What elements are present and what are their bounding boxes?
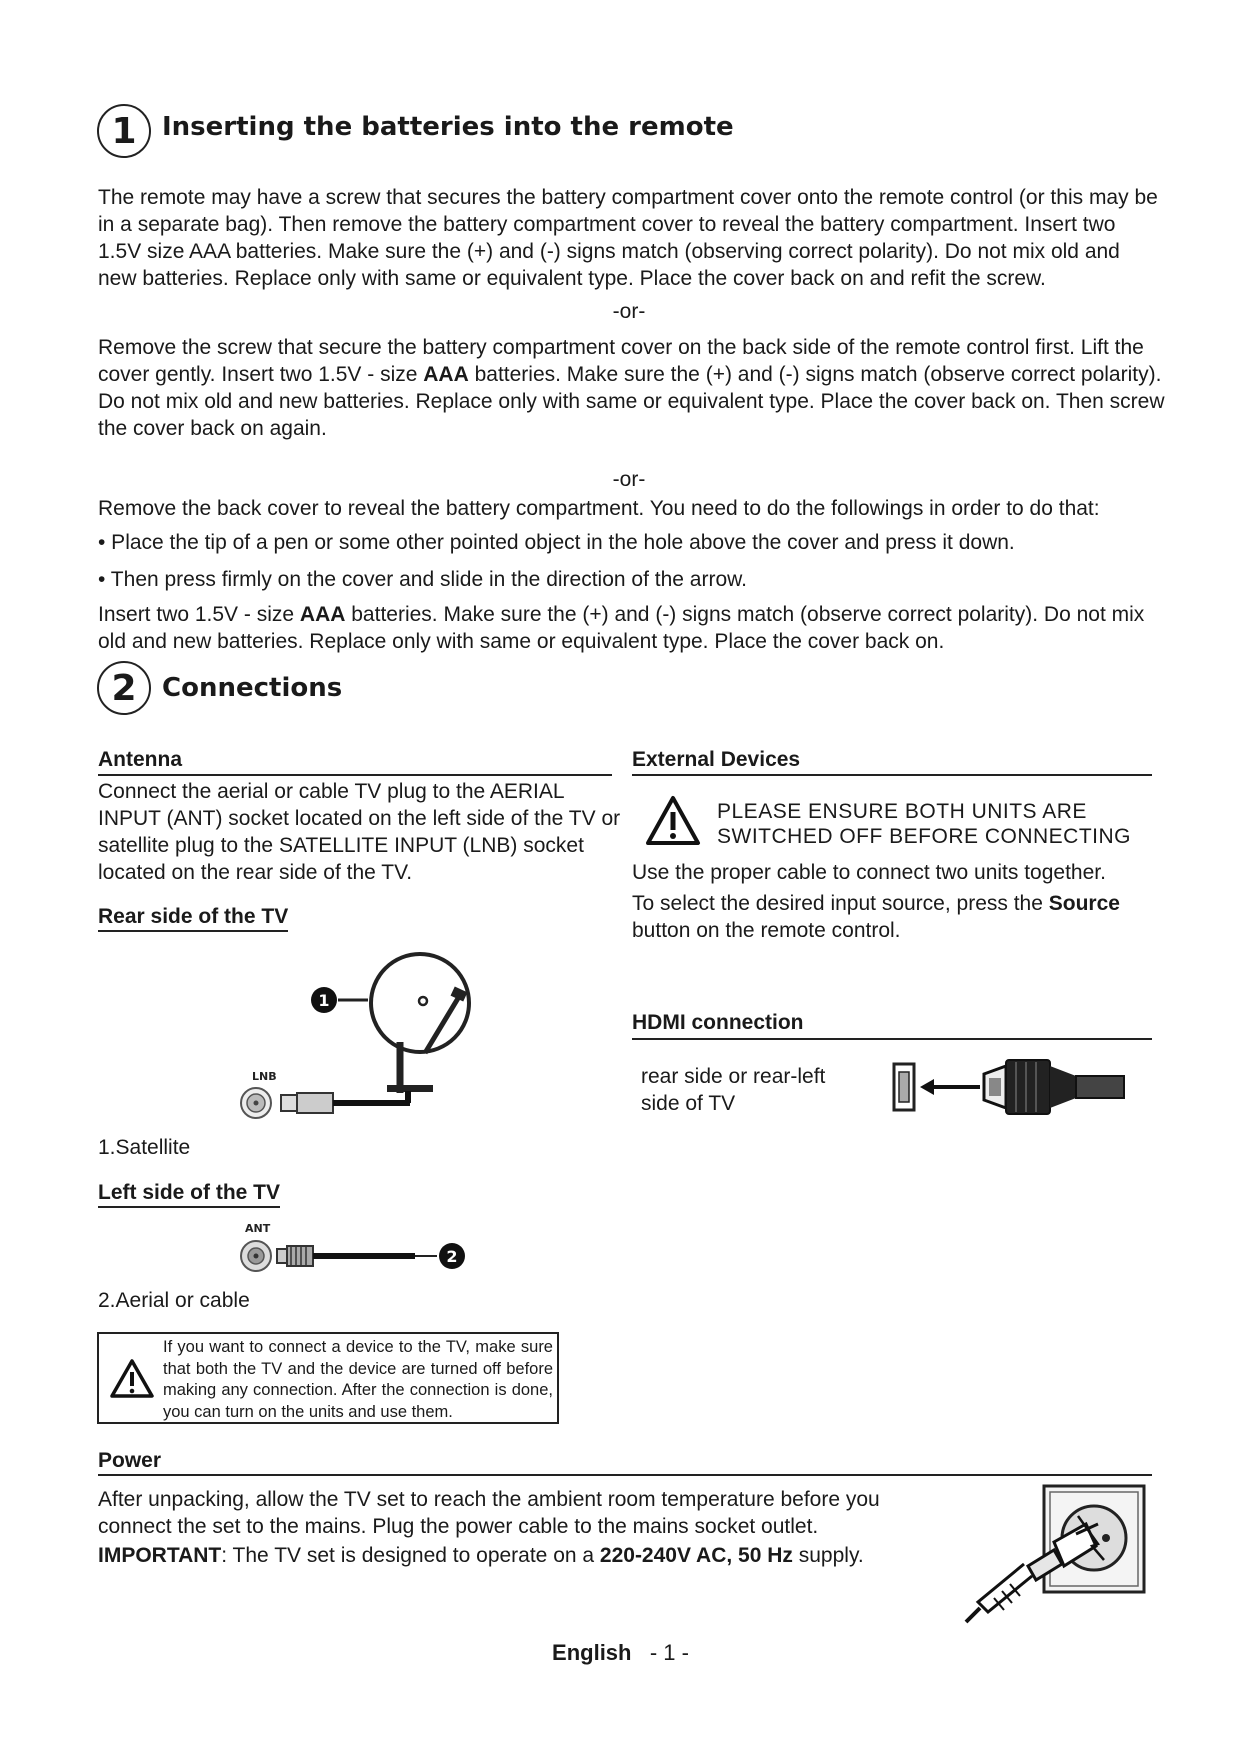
warning-text: PLEASE ENSURE BOTH UNITS ARE SWITCHED OFF BEFORE CONNECTING	[717, 800, 1131, 848]
divider	[98, 1474, 1152, 1476]
or-separator: -or-	[612, 468, 646, 491]
ant-socket-icon	[241, 1241, 271, 1271]
power-plug-illustration	[958, 1480, 1158, 1632]
satellite-cable-icon	[281, 1091, 410, 1113]
hdmi-heading: HDMI connection	[632, 1011, 804, 1034]
power-text: After unpacking, allow the TV set to reach the ambient room temperature before you connect the set to the mains. Plug the power cable to the mains socket outlet.	[98, 1488, 880, 1538]
arrow-left-icon	[920, 1079, 980, 1095]
caution-box	[97, 1332, 559, 1424]
caption-satellite: 1.Satellite	[98, 1136, 191, 1159]
power-important: IMPORTANT: The TV set is designed to operate on a 220-240V AC, 50 Hz supply.	[98, 1544, 864, 1567]
or-separator: -or-	[612, 300, 646, 323]
step-number-badge	[97, 661, 151, 715]
list-item: • Then press firmly on the cover and slide in the direction of the arrow.	[98, 568, 747, 591]
hdmi-text: rear side or rear-left side of TV	[641, 1065, 826, 1115]
antenna-text: Connect the aerial or cable TV plug to the AERIAL INPUT (ANT) socket located on the left side of the TV or satellite plug to the SATELLITE INPUT (LNB) socket located on the rear side of the TV.	[98, 780, 621, 884]
callout-number: 2	[446, 1247, 458, 1266]
ant-label: ANT	[245, 1222, 271, 1235]
rear-side-heading: Rear side of the TV	[98, 905, 288, 929]
hdmi-plug-icon	[984, 1060, 1124, 1114]
lnb-label: LNB	[252, 1070, 277, 1083]
divider	[632, 1038, 1152, 1040]
aerial-cable-icon	[277, 1246, 437, 1266]
divider	[632, 774, 1152, 776]
external-devices-heading: External Devices	[632, 748, 801, 771]
aerial-cable-illustration	[225, 1218, 485, 1283]
battery-paragraph-2: Remove the screw that secure the battery compartment cover on the back side of the remote control first. Lift the cover gently. Insert two 1.5V - size AAA batteries. Make sure the (+) and (-) signs match (observe correct polarity). Do not mix old and new batteries. Replace only with same or equivalent type. Place the cover back on. Then screw the cover back on again.	[98, 336, 1165, 440]
power-heading: Power	[98, 1449, 162, 1472]
divider	[98, 774, 612, 776]
caption-aerial: 2.Aerial or cable	[98, 1289, 250, 1312]
battery-paragraph-3: Remove the back cover to reveal the battery compartment. You need to do the followings in order to do that:	[98, 497, 1100, 520]
section-title: Connections	[162, 673, 343, 703]
step-number: 2	[111, 667, 137, 709]
step-number: 1	[111, 110, 137, 152]
hdmi-illustration	[888, 1052, 1138, 1122]
hdmi-port-icon	[894, 1064, 914, 1110]
satellite-dish-illustration	[225, 945, 485, 1130]
footer-language: English	[552, 1640, 632, 1665]
external-text-2: To select the desired input source, press the Source button on the remote control.	[632, 892, 1120, 942]
list-item: • Place the tip of a pen or some other pointed object in the hole above the cover and press it down.	[98, 531, 1015, 554]
section-title: Inserting the batteries into the remote	[162, 112, 734, 142]
satellite-dish-icon	[371, 954, 469, 1093]
antenna-heading: Antenna	[98, 748, 182, 771]
page-number: - 1 -	[649, 1640, 689, 1665]
left-side-heading: Left side of the TV	[98, 1181, 280, 1205]
instruction-list	[98, 529, 1168, 603]
battery-paragraph-1: The remote may have a screw that secures the battery compartment cover onto the remote control (or this may be in a separate bag). Then remove the battery compartment cover to reveal the battery compartment. Insert two 1.5V size AAA batteries. Make sure the (+) and (-) signs match (observing correct polarity). Do not mix old and new batteries. Replace only with same or equivalent type. Place the cover back on and refit the screw.	[98, 186, 1158, 290]
battery-paragraph-4: Insert two 1.5V - size AAA batteries. Make sure the (+) and (-) signs match (observe correct polarity). Do not mix old and new batteries. Replace only with same or equivalent type. Place the cover back on.	[98, 603, 1145, 653]
step-number-badge	[97, 104, 151, 158]
page-footer	[0, 1640, 1241, 1666]
caution-text: If you want to connect a device to the TV, make sure that both the TV and the device are turned off before making any connection. After the connection is done, you can turn on the units and use them.	[163, 1338, 553, 1421]
callout-number: 1	[318, 991, 330, 1010]
warning-triangle-icon	[109, 1358, 155, 1400]
external-text-1: Use the proper cable to connect two units together.	[632, 861, 1106, 884]
lnb-socket-icon	[241, 1088, 271, 1118]
warning-triangle-icon	[645, 795, 701, 847]
